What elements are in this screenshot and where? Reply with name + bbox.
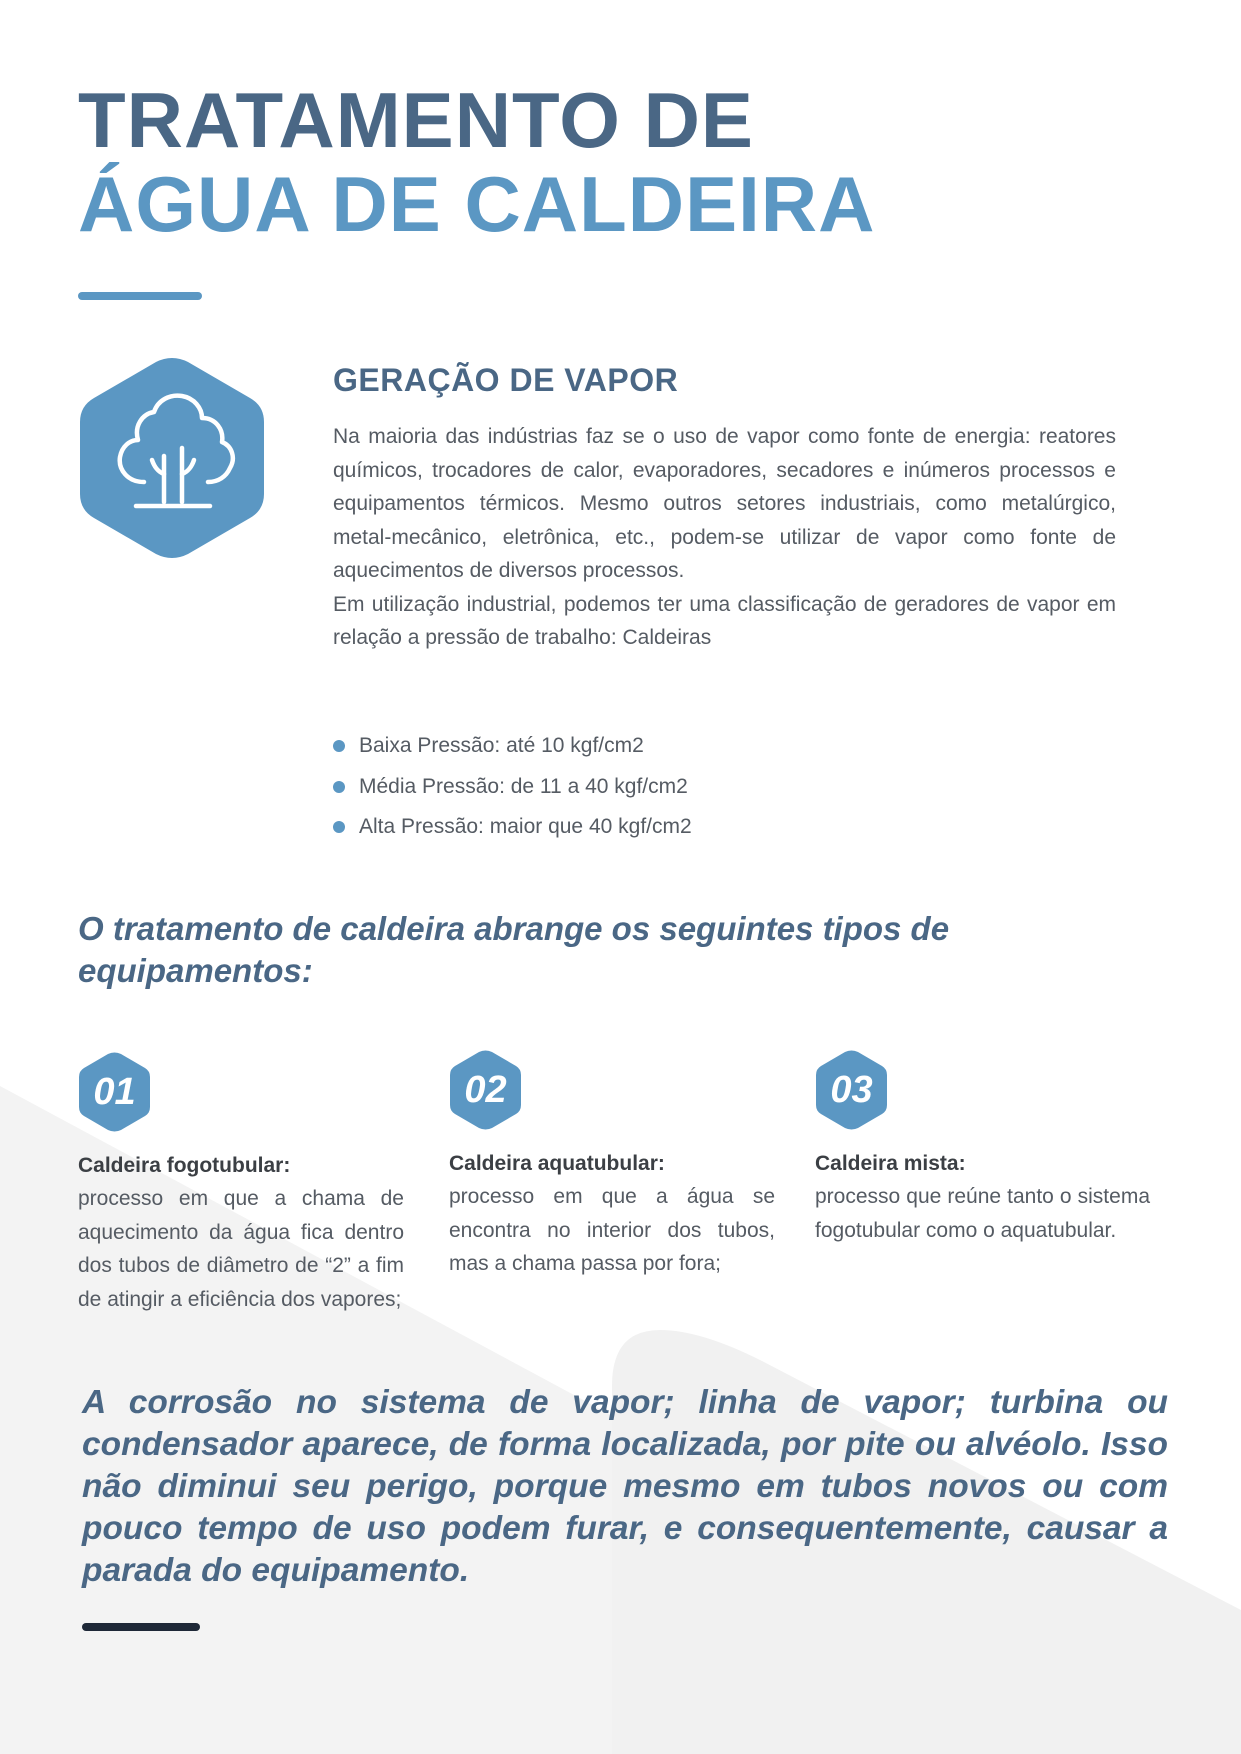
list-item bbox=[333, 807, 692, 848]
list-item-text: Baixa Pressão: até 10 kgf/cm2 bbox=[359, 734, 644, 757]
bullet-dot-icon bbox=[333, 740, 345, 752]
equipment-description: processo em que a água se encontra no interior dos tubos, mas a chama passa por fora; bbox=[449, 1185, 775, 1275]
steam-hexagon-badge bbox=[78, 356, 266, 560]
title-accent-bar bbox=[78, 292, 202, 300]
pressure-list bbox=[333, 726, 692, 848]
equipment-number: 01 bbox=[93, 1070, 136, 1113]
list-item bbox=[333, 767, 692, 808]
section-paragraph-1: Na maioria das indústrias faz se o uso de vapor como fonte de energia: reatores químicos, trocadores de calor, evaporadores, secadores e inúmeros processos e equipamentos térmicos. Mesmo outros setores industriais, como metalúrgico, metal-mecânico, eletrônica, etc., podem-se utilizar de vapor como fonte de aquecimentos de diversos processos. bbox=[333, 425, 1116, 582]
equipment-column-1 bbox=[78, 1052, 404, 1316]
footer-accent-bar bbox=[82, 1623, 200, 1631]
number-hexagon-badge bbox=[78, 1052, 151, 1132]
list-item bbox=[333, 726, 692, 767]
equipment-description: processo em que a chama de aquecimento da água fica dentro dos tubos de diâmetro de “2” a fim de atingir a eficiência dos vapores; bbox=[78, 1187, 404, 1311]
section-title: GERAÇÃO DE VAPOR bbox=[333, 362, 679, 398]
bullet-dot-icon bbox=[333, 781, 345, 793]
bullet-dot-icon bbox=[333, 821, 345, 833]
page-title-line2: ÁGUA DE CALDEIRA bbox=[78, 160, 876, 248]
list-item-text: Média Pressão: de 11 a 40 kgf/cm2 bbox=[359, 774, 688, 798]
equipment-number: 02 bbox=[464, 1068, 507, 1111]
equipment-title: Caldeira aquatubular: bbox=[449, 1152, 665, 1175]
equipment-title: Caldeira fogotubular: bbox=[78, 1154, 291, 1177]
equipment-heading: O tratamento de caldeira abrange os seguintes tipos de equipamentos: bbox=[78, 910, 950, 989]
equipment-description: processo que reúne tanto o sistema fogotubular como o aquatubular. bbox=[815, 1185, 1150, 1242]
equipment-number: 03 bbox=[830, 1068, 873, 1111]
page-title-line1: TRATAMENTO DE bbox=[78, 76, 754, 164]
section-body bbox=[333, 420, 1116, 655]
equipment-column-3 bbox=[815, 1050, 1150, 1247]
equipment-title: Caldeira mista: bbox=[815, 1152, 966, 1175]
number-hexagon-badge bbox=[815, 1050, 888, 1130]
corrosion-quote: A corrosão no sistema de vapor; linha de vapor; turbina ou condensador aparece, de forma localizada, por pite ou alvéolo. Isso não diminui seu perigo, porque mesmo em tubos novos ou com pouco tempo de uso podem furar, e consequentemente, causar a parada do equipamento. bbox=[82, 1384, 1168, 1589]
list-item-text: Alta Pressão: maior que 40 kgf/cm2 bbox=[359, 815, 692, 838]
page-title bbox=[78, 78, 875, 246]
section-paragraph-2: Em utilização industrial, podemos ter uma classificação de geradores de vapor em relação a pressão de trabalho: Caldeiras bbox=[333, 592, 1116, 649]
equipment-column-2 bbox=[449, 1050, 775, 1281]
number-hexagon-badge bbox=[449, 1050, 522, 1130]
